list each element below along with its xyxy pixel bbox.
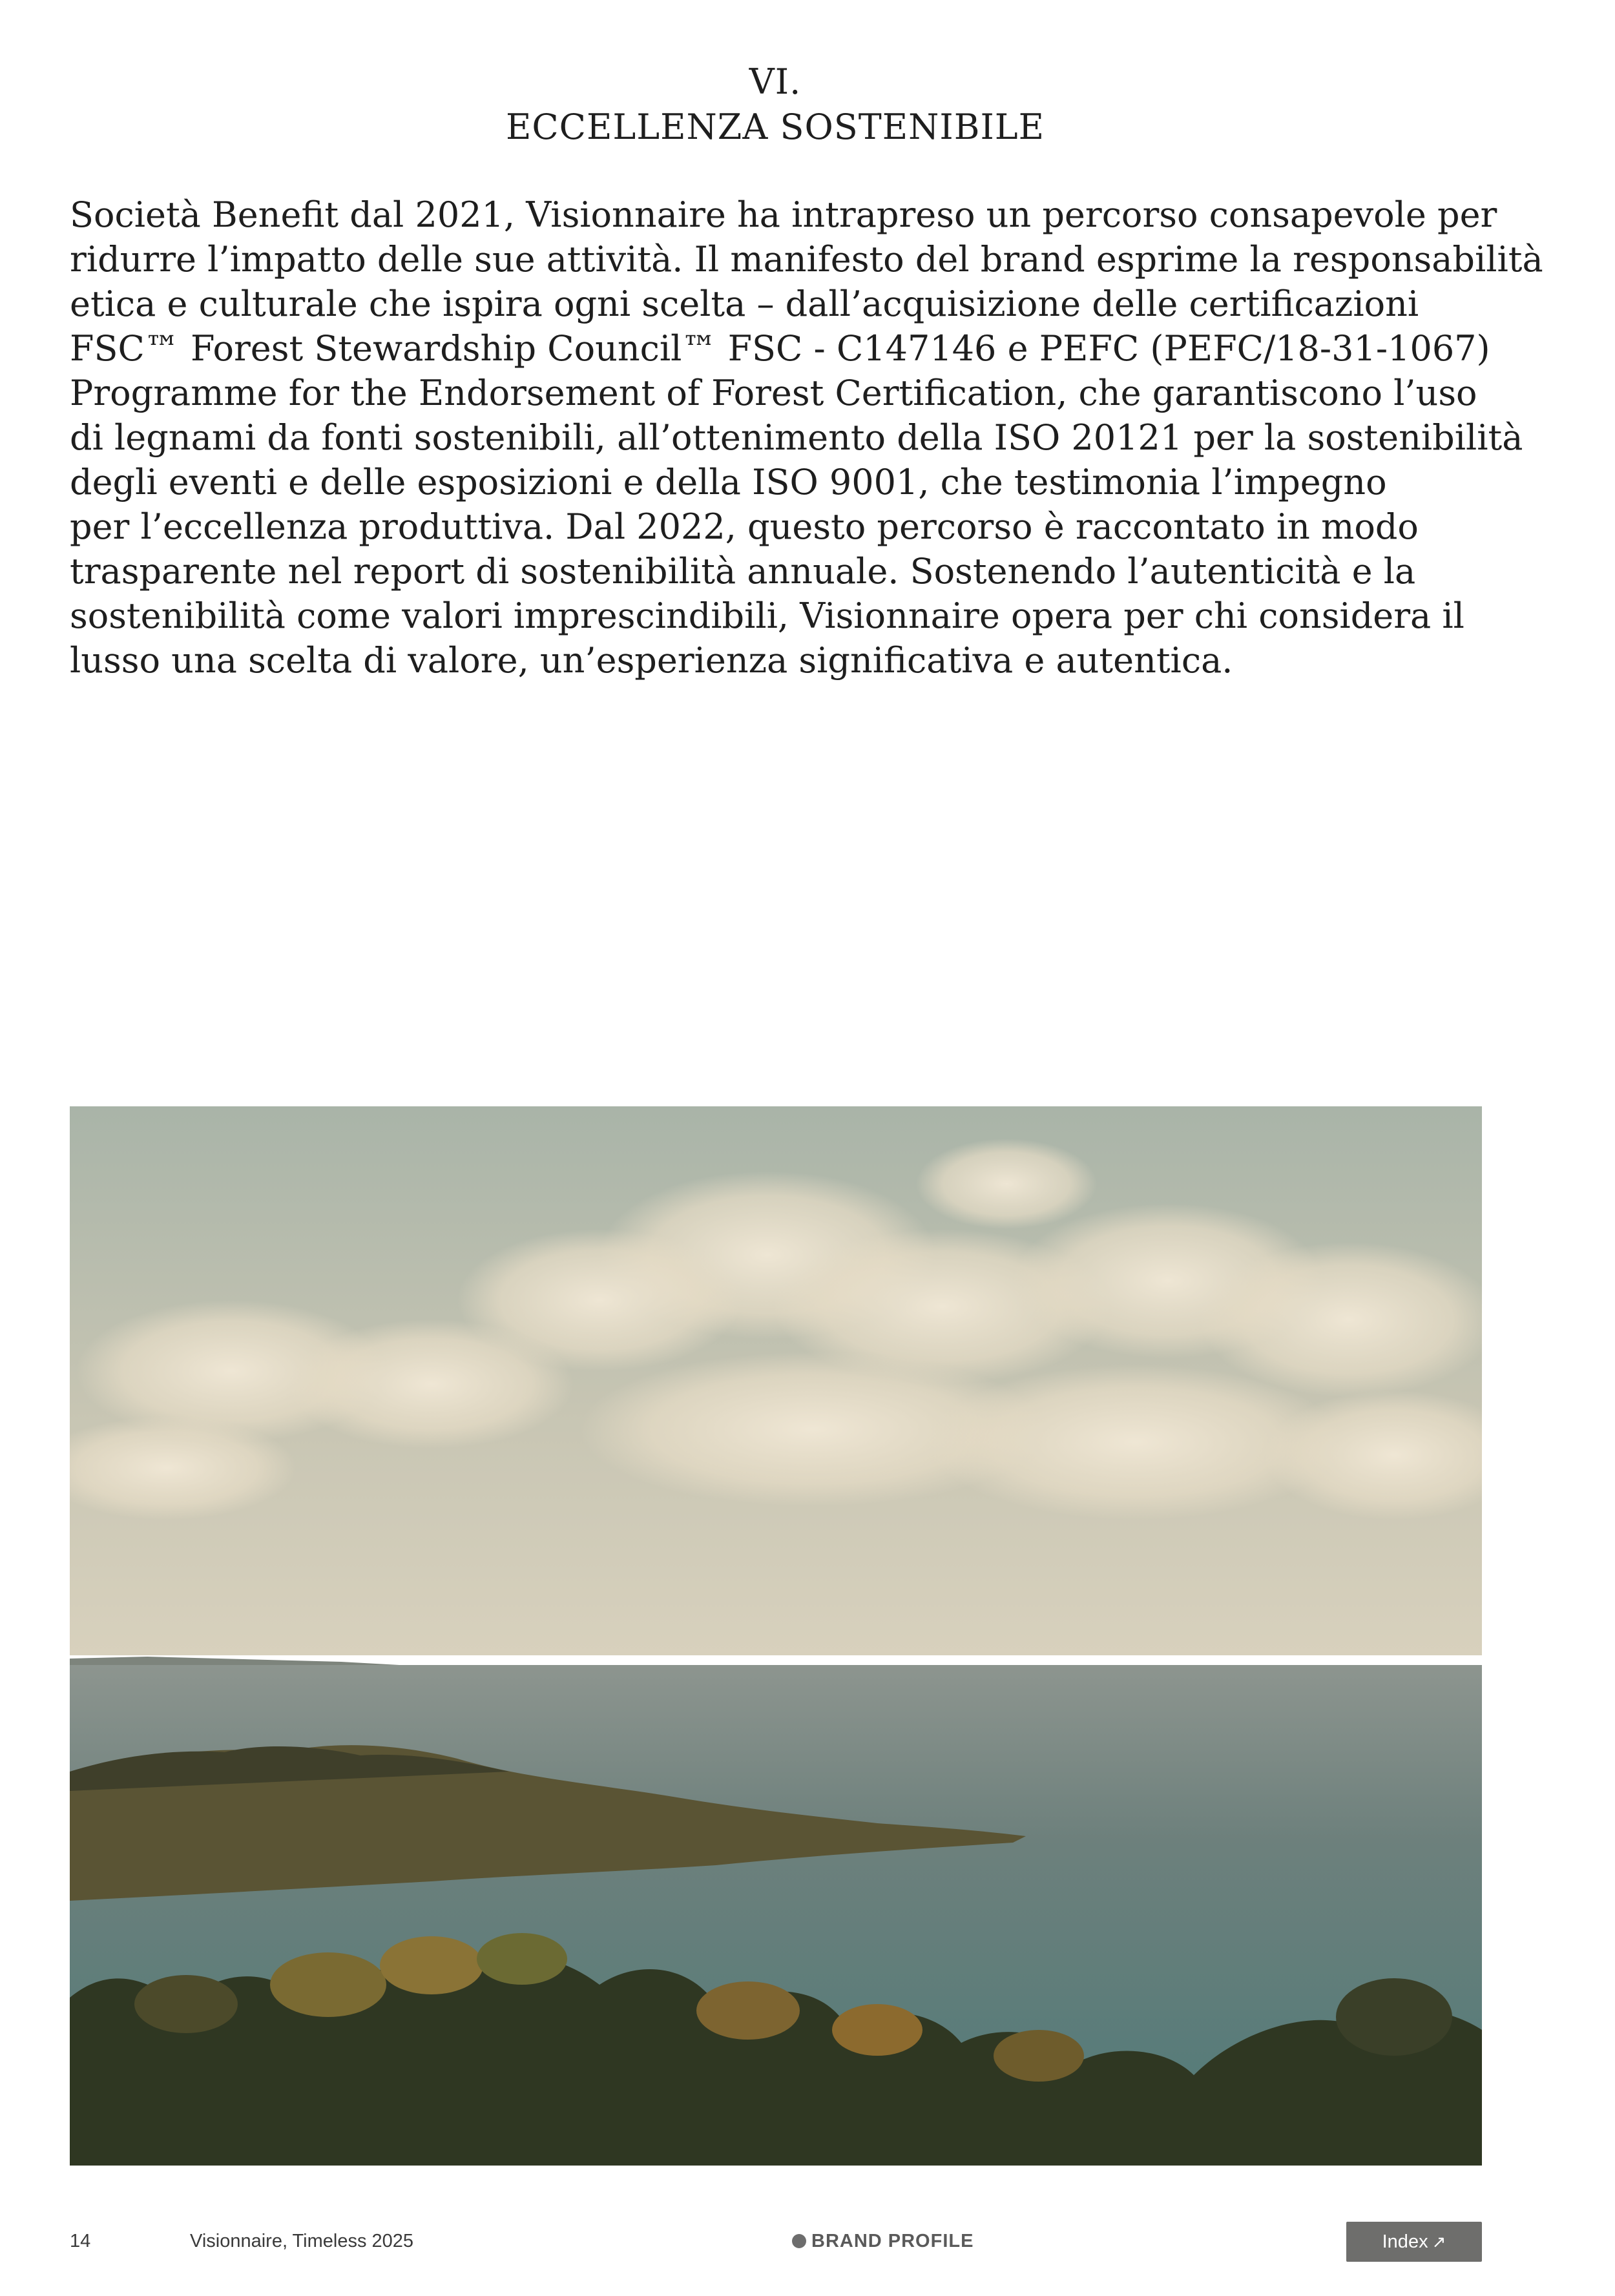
bullet-dot-icon [792,2234,806,2248]
section-heading [0,59,1550,150]
index-button[interactable] [1346,2222,1482,2262]
body-line: sostenibilità come valori imprescindibili, Visionnaire opera per chi considera il [70,595,1464,636]
body-line: di legnami da fonti sostenibili, all’ottenimento della ISO 20121 per la sostenibilità [70,417,1523,458]
page-footer [70,2222,1482,2262]
page-number: 14 [70,2231,91,2251]
arrow-up-right-icon: ↗ [1432,2232,1446,2251]
body-line: Programme for the Endorsement of Forest Certification, che garantiscono l’uso [70,373,1477,413]
body-paragraph [70,192,1549,683]
body-line: lusso una scelta di valore, un’esperienza significativa e autentica. [70,640,1233,681]
coastal-landscape-photo [70,1106,1482,2166]
body-line: Società Benefit dal 2021, Visionnaire ha intrapreso un percorso consapevole per [70,194,1497,235]
body-line: degli eventi e delle esposizioni e della ISO 9001, che testimonia l’impegno [70,462,1387,502]
body-line: ridurre l’impatto delle sue attività. Il manifesto del brand esprime la responsabilità [70,239,1543,280]
body-line: etica e culturale che ispira ogni scelta – dall’acquisizione delle certificazioni [70,284,1419,324]
section-title: ECCELLENZA SOSTENIBILE [505,107,1045,147]
landscape-illustration [70,1106,1482,2166]
section-label-text: BRAND PROFILE [811,2231,974,2251]
publication-title: Visionnaire, Timeless 2025 [190,2231,414,2251]
body-line: per l’eccellenza produttiva. Dal 2022, questo percorso è raccontato in modo [70,506,1419,547]
section-label [792,2231,974,2252]
section-number: VI. [749,61,802,102]
body-line: trasparente nel report di sostenibilità annuale. Sostenendo l’autenticità e la [70,551,1416,592]
body-line: FSC™ Forest Stewardship Council™ FSC - C147146 e PEFC (PEFC/18-31-1067) [70,328,1490,369]
index-label: Index [1382,2231,1428,2252]
